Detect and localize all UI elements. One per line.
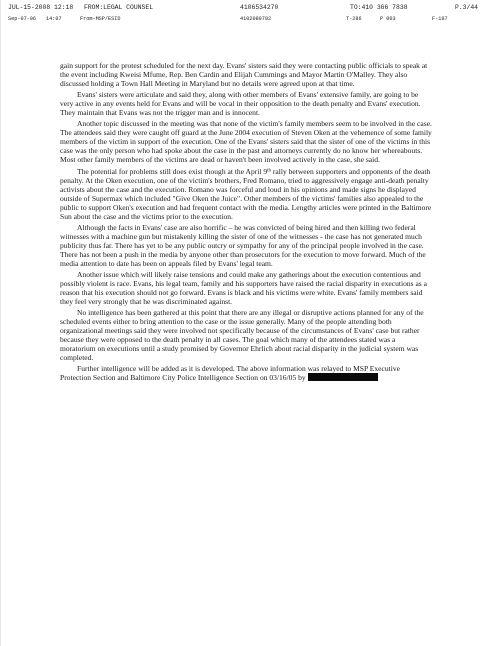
fax-p-code: P 003 [380,16,396,22]
paragraph-text: Other members of the victims' families also appealed to the public to support Oken's execution and had frequent contact with the media. Lengthy articles were printed in the Baltimore Sun about the case and the victims prior to the execution. [60,193,432,221]
fax-to: TO:410 366 7838 [350,4,408,11]
paragraph-text: Further intelligence will be added as it is developed. The above information was relayed to MSP Executive Protection Section and Baltimore City Police Intelligence Section on 03/16/05 by [60,364,400,383]
paragraph: No intelligence has been gathered at this point that there are any illegal or disruptive actions planned for any of the scheduled events either to bring attention to the case or the issue generally. Many of the people attending both organizational meetings said they were involved not specifically because of the circumstances of Evans' case but rather because they were opposed to the death penalty in all cases. The goal which many of the attendees stated was a moratorium on executions until a study promised by Governor Ehrlich about racial disparity in the judicial system was completed. [60,308,424,363]
fax-from-number: 4106534270 [240,4,279,11]
fax-time: 14:07 [46,16,62,22]
fax-date-time: JUL-15-2008 12:18 [8,4,74,11]
paragraph [60,364,432,382]
paragraph: Although the facts in Evans' case are also horrific – he was convicted of being hired and then killing two federal witnesses with a machine gun but mistakenly killing the sister of one of the witnesses - the case has not generated much publicity thus far. There has yet to be any public outcry or sympathy for any of the principal people involved in the case. There has not been a push in the media by anyone other than prosecutors for the execution to move forward. Much of the media attention to date has been on appeals filed by Evans' legal team. [60,222,426,268]
paragraph: Another issue which will likely raise tensions and could make any gatherings about the execution contentious and possibly violent is race. Evans, his legal team, family and his supporters have raised the racial disparity in executions as a reason that his execution should not go forward. Evans is black and his victims were white. Evans' family members said they feel very strongly that he was discriminated against. [60,269,427,306]
fax-f-code: F-197 [432,16,448,22]
fax-sender: From-MSP/ESID [80,16,121,22]
paragraph: gain support for the protest scheduled for the next day. Evans' sisters said they were contacting public officials to speak at the event including Kweisi Mfume, Rep. Ben Cardin and Elijah Cummings and Mayor Martin O'Malley. They also discussed holding a Town Hall Meeting in Maryland but no details were agreed upon at that time. [60,61,428,88]
fax-header-line-2 [0,16,498,26]
paragraph [60,167,432,221]
paragraph: Another topic discussed in the meeting was that none of the victim's family members seem to be involved in the case. The attendees said they were caught off guard at the June 2004 execution of Steven Oken at the vehemence of some family members of the victim in support of the execution. One of the Evans' sisters said that the sister of one of the victims in this case was the only person who had spoke about the case in the past and attorneys currently do no know her whereabouts. Most other family members of the victims are dead or haven't been involved actively in the case, she said. [60,119,432,165]
fax-date: Sep-07-06 [8,16,37,22]
paragraph: Evans' sisters were articulate and said they, along with other members of Evans' extensive family, are going to be very active in any events held for Evans and will be vocal in their opposition to the death penalty and Evans' execution. They maintain that Evans was not the trigger man and is innocent. [60,90,421,118]
ordinal-suffix: th [267,168,271,174]
fax-from: FROM:LEGAL COUNSEL [84,4,154,11]
redaction-bar [308,373,378,381]
paragraph-text: The potential for problems still does exist though at the April 9 [77,166,268,176]
fax-header-line-1 [0,4,498,16]
fax-t-code: T-286 [346,16,362,22]
fax-page: P.3/44 [455,4,479,11]
document-body [60,61,432,385]
paragraph-text: rally between supporters and opponents of the death penalty. At the Oken execution, one of the victim's brothers, Fred Romano, tried to aggressively engage anti-death penalty activists about the case and the execution. Romano was forceful and loud in his opinions and made signs he displayed outside of Supermax which included "Give Oken the Juice". [60,166,431,203]
fax-number: 4102080792 [240,16,272,22]
